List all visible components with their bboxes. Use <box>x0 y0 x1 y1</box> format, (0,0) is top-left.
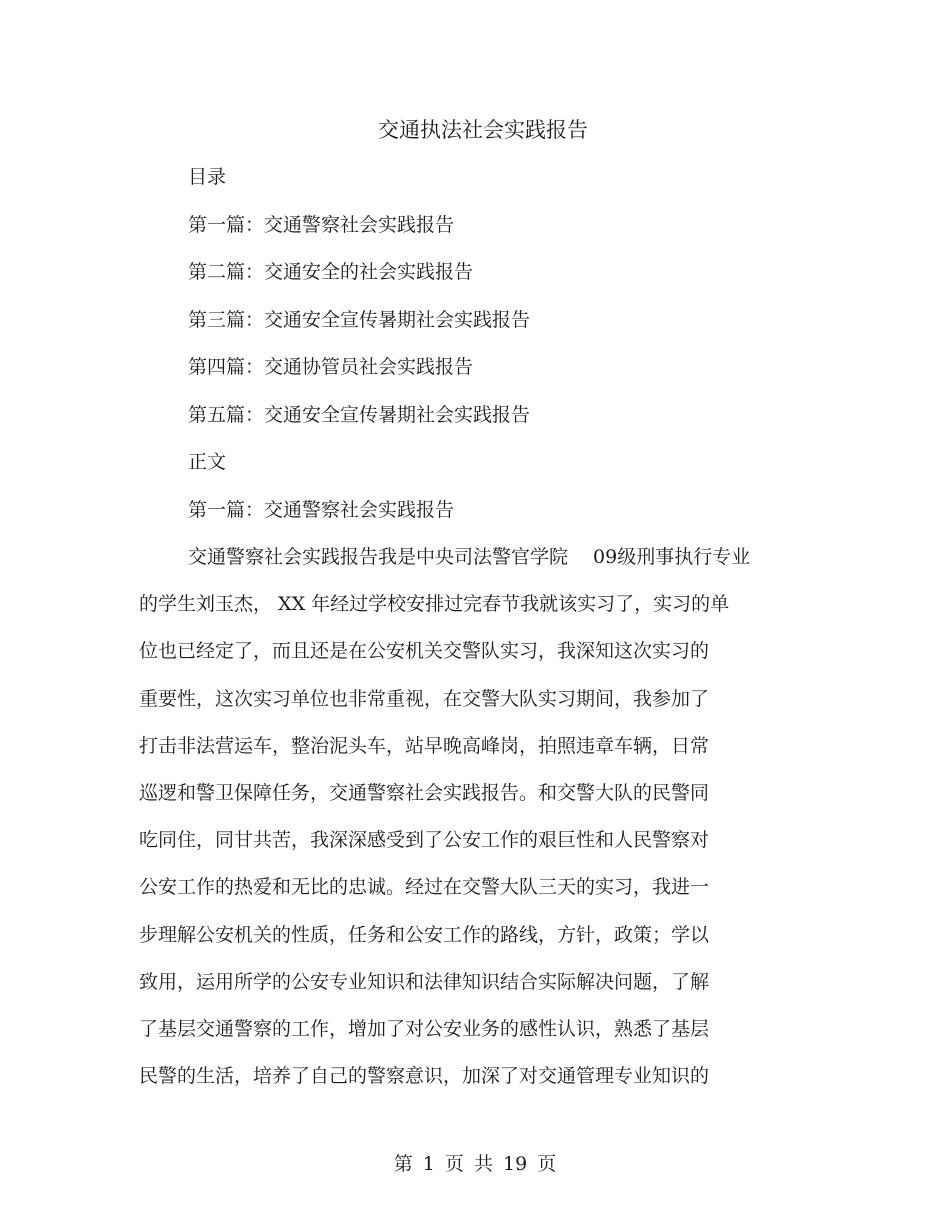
page-number-footer: 第 1 页 共 19 页 <box>393 1153 557 1175</box>
toc-item: 第三篇：交通安全宣传暑期社会实践报告 <box>188 308 531 331</box>
toc-heading: 目录 <box>188 166 227 188</box>
section-heading: 正文 <box>188 451 227 473</box>
chapter-heading: 第一篇：交通警察社会实践报告 <box>188 498 455 521</box>
table-of-contents <box>188 163 530 543</box>
text-line: 巡逻和警卫保障任务，交通警察社会实践报告。和交警大队的民警同 <box>139 781 710 804</box>
toc-item: 第四篇：交通协管员社会实践报告 <box>188 356 474 378</box>
text-line: 民警的生活，培养了自己的警察意识，加深了对交通管理专业知识的 <box>139 1065 710 1088</box>
text-line: 位也已经定了，而且还是在公安机关交警队实习，我深知这次实习的 <box>139 640 710 663</box>
text-line: 了基层交通警察的工作，增加了对公安业务的感性认识，熟悉了基层 <box>139 1017 710 1040</box>
toc-item: 第二篇：交通安全的社会实践报告 <box>188 261 474 283</box>
body-paragraph <box>139 543 819 1109</box>
text-line: 重要性，这次实习单位也非常重视，在交警大队实习期间，我参加了 <box>139 687 710 710</box>
text-line: 吃同住，同甘共苦，我深深感受到了公安工作的艰巨性和人民警察对 <box>139 829 710 852</box>
text-line: 公安工作的热爱和无比的忠诚。经过在交警大队三天的实习，我进一 <box>139 876 710 899</box>
document-title: 交通执法社会实践报告 <box>378 118 588 142</box>
text-line: 打击非法营运车，整治泥头车，站早晚高峰岗，拍照违章车辆，日常 <box>139 734 710 757</box>
text-line: 步理解公安机关的性质，任务和公安工作的路线，方针，政策；学以 <box>139 923 710 946</box>
toc-item: 第五篇：交通安全宣传暑期社会实践报告 <box>188 403 531 426</box>
text-line: 交通警察社会实践报告我是中央司法警官学院 09级刑事执行专业 <box>188 546 751 568</box>
text-line: 的学生刘玉杰， XX 年经过学校安排过完春节我就该实习了，实习的单 <box>139 593 730 616</box>
toc-item: 第一篇：交通警察社会实践报告 <box>188 213 455 236</box>
text-line: 致用，运用所学的公安专业知识和法律知识结合实际解决问题，了解 <box>139 970 710 993</box>
